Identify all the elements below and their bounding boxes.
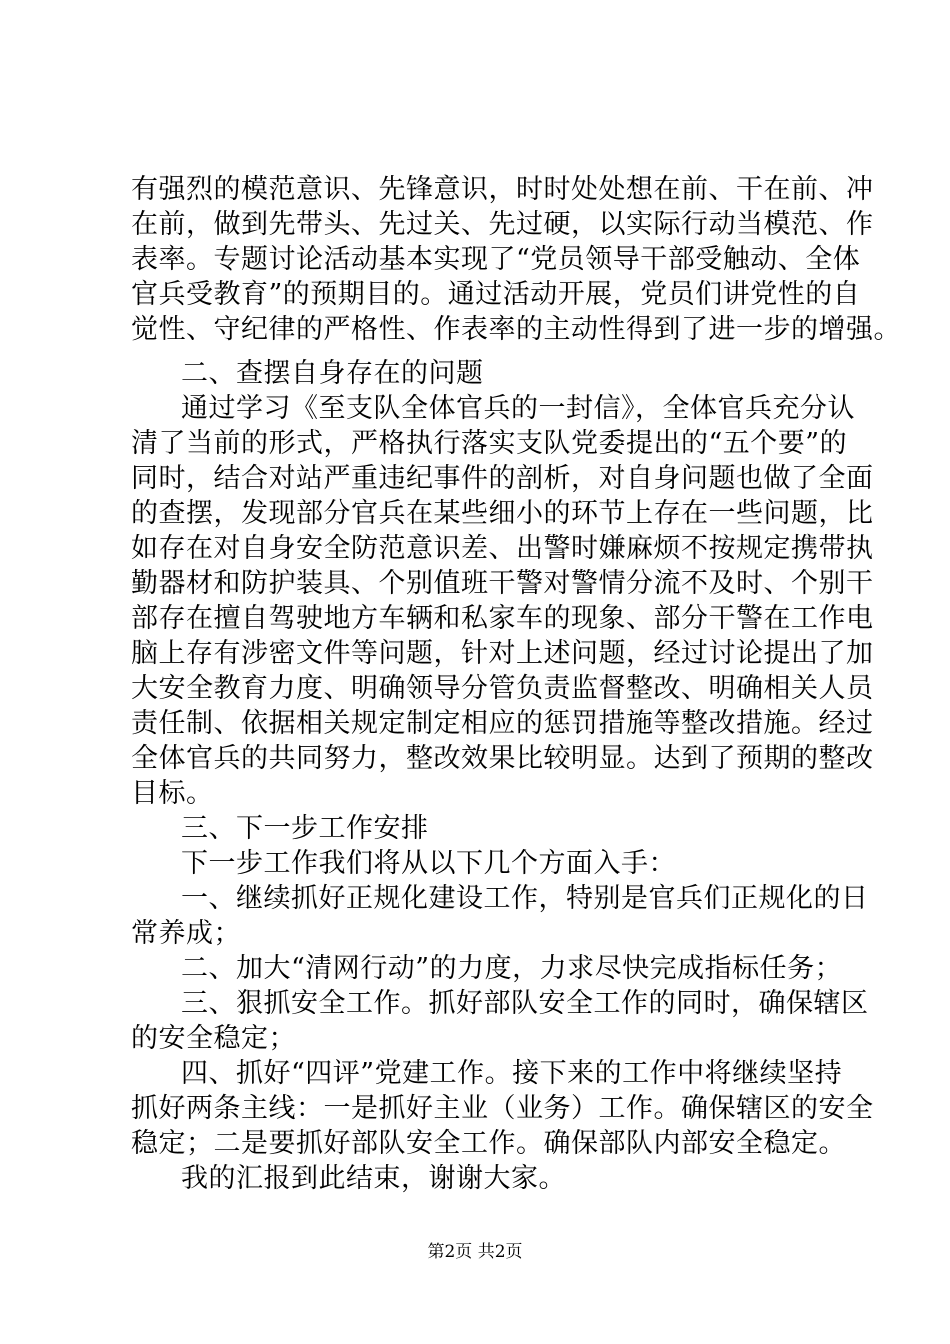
body-text-line: 目标。 (131, 778, 214, 809)
list-item: 二、加大“清网行动”的力度，力求尽快完成指标任务； (181, 953, 843, 984)
section-heading: 三、下一步工作安排 (181, 813, 429, 844)
body-text-line: 的查摆，发现部分官兵在某些细小的环节上存在一些问题，比 (131, 498, 874, 529)
list-item: 四、抓好“四评”党建工作。接下来的工作中将继续坚持 (181, 1058, 843, 1089)
body-text-line: 清了当前的形式，严格执行落实支队党委提出的“五个要”的 (131, 428, 848, 459)
body-text-line: 责任制、依据相关规定制定相应的惩罚措施等整改措施。经过 (131, 708, 874, 739)
body-text-line: 的安全稳定； (131, 1023, 296, 1054)
body-text-line: 部存在擅自驾驶地方车辆和私家车的现象、部分干警在工作电 (131, 603, 874, 634)
body-text-line: 官兵受教育”的预期目的。通过活动开展，党员们讲党性的自 (131, 279, 861, 310)
body-text-line: 同时，结合对站严重违纪事件的剖析，对自身问题也做了全面 (131, 463, 874, 494)
section-heading: 二、查摆自身存在的问题 (181, 358, 484, 389)
body-text-line: 脑上存有涉密文件等问题，针对上述问题，经过讨论提出了加 (131, 638, 874, 669)
body-text-line: 表率。专题讨论活动基本实现了“党员领导干部受触动、全体 (131, 244, 861, 275)
body-text-line: 大安全教育力度、明确领导分管负责监督整改、明确相关人员 (131, 673, 874, 704)
body-text-line: 通过学习《至支队全体官兵的一封信》，全体官兵充分认 (181, 393, 855, 424)
body-text-line: 在前，做到先带头、先过关、先过硬，以实际行动当模范、作 (131, 209, 874, 240)
list-item: 一、继续抓好正规化建设工作，特别是官兵们正规化的日 (181, 883, 869, 914)
body-text-line: 有强烈的模范意识、先锋意识，时时处处想在前、干在前、冲 (131, 174, 874, 205)
body-text-line: 下一步工作我们将从以下几个方面入手： (181, 848, 676, 879)
body-text-line: 如存在对自身安全防范意识差、出警时嫌麻烦不按规定携带执 (131, 533, 874, 564)
closing-line: 我的汇报到此结束，谢谢大家。 (181, 1163, 566, 1194)
body-text-line: 稳定；二是要抓好部队安全工作。确保部队内部安全稳定。 (131, 1128, 846, 1159)
body-text-line: 抓好两条主线：一是抓好主业（业务）工作。确保辖区的安全 (131, 1093, 874, 1124)
body-text-line: 常养成； (131, 918, 241, 949)
list-item: 三、狠抓安全工作。抓好部队安全工作的同时，确保辖区 (181, 988, 869, 1019)
body-text-line: 全体官兵的共同努力，整改效果比较明显。达到了预期的整改 (131, 743, 874, 774)
body-text-line: 觉性、守纪律的严格性、作表率的主动性得到了进一步的增强。 (131, 314, 901, 345)
body-text-line: 勤器材和防护装具、个别值班干警对警情分流不及时、个别干 (131, 568, 874, 599)
page-number-footer: 第2页 共2页 (427, 1242, 523, 1262)
